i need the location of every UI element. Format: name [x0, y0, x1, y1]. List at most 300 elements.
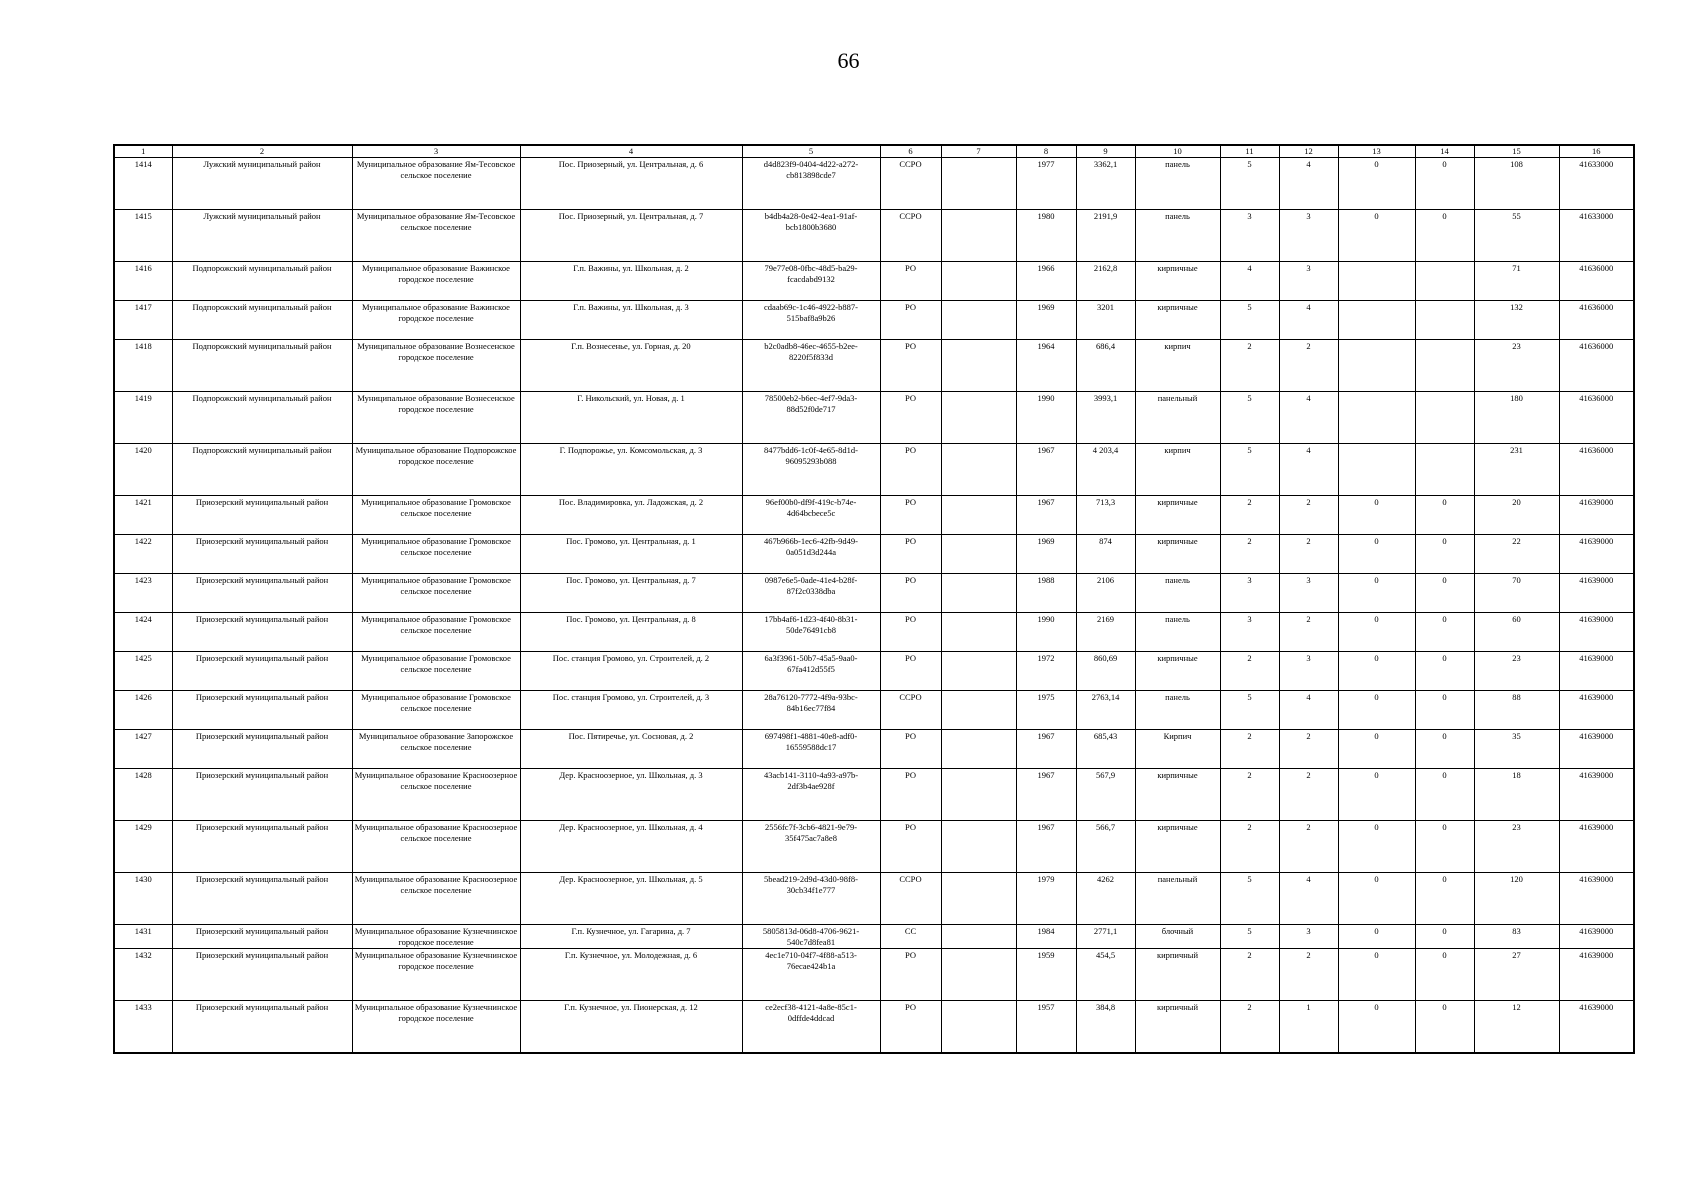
table-cell: 1416: [114, 262, 172, 301]
table-cell: Приозерский муниципальный район: [172, 691, 352, 730]
table-cell: 1966: [1016, 262, 1076, 301]
table-cell: Пос. Громово, ул. Центральная, д. 8: [520, 613, 742, 652]
table-cell: 454,5: [1076, 949, 1135, 1001]
table-cell: РО: [880, 613, 941, 652]
table-cell: 0: [1415, 925, 1474, 949]
table-cell: 41633000: [1559, 158, 1634, 210]
table-cell: [1338, 340, 1415, 392]
table-cell: 686,4: [1076, 340, 1135, 392]
table-cell: 567,9: [1076, 769, 1135, 821]
table-cell: 5: [1220, 444, 1279, 496]
table-row: [114, 301, 1634, 340]
table-cell: 1414: [114, 158, 172, 210]
table-cell: кирпичные: [1135, 301, 1220, 340]
table-cell: Подпорожский муниципальный район: [172, 444, 352, 496]
column-header: 8: [1016, 145, 1076, 158]
table-cell: 0987e6e5-0ade-41e4-b28f-87f2c0338dba: [742, 574, 880, 613]
table-cell: [1415, 340, 1474, 392]
table-cell: Муниципальное образование Громовское сельское поселение: [352, 613, 520, 652]
table-cell: 2: [1279, 821, 1338, 873]
table-cell: 5: [1220, 392, 1279, 444]
table-cell: 0: [1415, 210, 1474, 262]
table-cell: 1972: [1016, 652, 1076, 691]
table-cell: 0: [1338, 652, 1415, 691]
table-cell: 2: [1220, 340, 1279, 392]
table-cell: 2: [1279, 769, 1338, 821]
table-cell: Лужский муниципальный район: [172, 210, 352, 262]
table-cell: 713,3: [1076, 496, 1135, 535]
table-cell: Приозерский муниципальный район: [172, 873, 352, 925]
table-cell: Лужский муниципальный район: [172, 158, 352, 210]
table-cell: 1967: [1016, 496, 1076, 535]
column-header: 1: [114, 145, 172, 158]
table-cell: Дер. Красноозерное, ул. Школьная, д. 5: [520, 873, 742, 925]
table-cell: 0: [1415, 652, 1474, 691]
table-cell: 4: [1279, 444, 1338, 496]
table-cell: Муниципальное образование Важинское городское поселение: [352, 262, 520, 301]
column-header: 15: [1474, 145, 1559, 158]
table-cell: [941, 340, 1016, 392]
table-cell: панель: [1135, 158, 1220, 210]
column-header: 4: [520, 145, 742, 158]
table-cell: Приозерский муниципальный район: [172, 613, 352, 652]
table-cell: 5: [1220, 925, 1279, 949]
table-cell: 1977: [1016, 158, 1076, 210]
table-cell: 1967: [1016, 769, 1076, 821]
table-cell: 71: [1474, 262, 1559, 301]
page-number: 66: [837, 48, 860, 73]
table-row: [114, 158, 1634, 210]
table-cell: ССРО: [880, 691, 941, 730]
table-cell: [941, 821, 1016, 873]
table-cell: Подпорожский муниципальный район: [172, 262, 352, 301]
table-cell: Пос. Владимировка, ул. Ладожская, д. 2: [520, 496, 742, 535]
table-cell: Г.п. Кузнечное, ул. Гагарина, д. 7: [520, 925, 742, 949]
table-cell: 1967: [1016, 444, 1076, 496]
table-cell: 41636000: [1559, 262, 1634, 301]
table-cell: 1964: [1016, 340, 1076, 392]
table-cell: [1338, 301, 1415, 340]
table-cell: 0: [1415, 158, 1474, 210]
table-cell: 5: [1220, 301, 1279, 340]
table-cell: 2556fc7f-3cb6-4821-9e79-35f475ac7a8e8: [742, 821, 880, 873]
table-cell: [1338, 444, 1415, 496]
table-cell: 0: [1415, 574, 1474, 613]
table-row: [114, 691, 1634, 730]
table-cell: 2: [1279, 535, 1338, 574]
table-cell: 2: [1220, 769, 1279, 821]
column-header: 3: [352, 145, 520, 158]
table-cell: 23: [1474, 821, 1559, 873]
table-cell: Подпорожский муниципальный район: [172, 392, 352, 444]
table-cell: 3993,1: [1076, 392, 1135, 444]
table-cell: панель: [1135, 613, 1220, 652]
table-cell: 4: [1279, 158, 1338, 210]
table-cell: 1990: [1016, 392, 1076, 444]
table-cell: 1421: [114, 496, 172, 535]
table-row: [114, 340, 1634, 392]
table-cell: 1433: [114, 1001, 172, 1053]
table-cell: кирпичные: [1135, 652, 1220, 691]
table-cell: 22: [1474, 535, 1559, 574]
table-cell: 2162,8: [1076, 262, 1135, 301]
table-cell: панель: [1135, 691, 1220, 730]
table-cell: Приозерский муниципальный район: [172, 496, 352, 535]
table-row: [114, 821, 1634, 873]
table-cell: 860,69: [1076, 652, 1135, 691]
table-cell: Муниципальное образование Громовское сельское поселение: [352, 496, 520, 535]
table-cell: 1424: [114, 613, 172, 652]
table-cell: 0: [1338, 730, 1415, 769]
table-cell: 8477bdd6-1c0f-4e65-8d1d-96095293b088: [742, 444, 880, 496]
table-cell: 2: [1279, 730, 1338, 769]
table-cell: Муниципальное образование Красноозерное сельское поселение: [352, 821, 520, 873]
table-cell: 2: [1220, 652, 1279, 691]
column-header: 13: [1338, 145, 1415, 158]
table-row: [114, 392, 1634, 444]
table-cell: Муниципальное образование Громовское сельское поселение: [352, 691, 520, 730]
table-cell: [1338, 262, 1415, 301]
table-cell: 231: [1474, 444, 1559, 496]
table-cell: Приозерский муниципальный район: [172, 925, 352, 949]
table-cell: [941, 925, 1016, 949]
table-cell: 41639000: [1559, 1001, 1634, 1053]
table-cell: [941, 691, 1016, 730]
table-cell: 1426: [114, 691, 172, 730]
table-cell: 0: [1415, 535, 1474, 574]
table-cell: 2771,1: [1076, 925, 1135, 949]
table-cell: 6a3f3961-50b7-45a5-9aa0-67fa412d55f5: [742, 652, 880, 691]
table-cell: 0: [1415, 1001, 1474, 1053]
table-cell: 1415: [114, 210, 172, 262]
table-cell: 2169: [1076, 613, 1135, 652]
table-cell: 1975: [1016, 691, 1076, 730]
table-cell: 2: [1220, 821, 1279, 873]
table-cell: Муниципальное образование Кузнечнинское городское поселение: [352, 949, 520, 1001]
table-cell: b2c0adb8-46ec-4655-b2ee-8220f5f833d: [742, 340, 880, 392]
table-cell: [941, 444, 1016, 496]
table-cell: РО: [880, 496, 941, 535]
column-header: 6: [880, 145, 941, 158]
table-cell: 685,43: [1076, 730, 1135, 769]
table-cell: Муниципальное образование Кузнечнинское городское поселение: [352, 1001, 520, 1053]
table-cell: Приозерский муниципальный район: [172, 1001, 352, 1053]
table-cell: РО: [880, 730, 941, 769]
table-cell: Муниципальное образование Громовское сельское поселение: [352, 535, 520, 574]
table-cell: 0: [1338, 691, 1415, 730]
table-cell: Подпорожский муниципальный район: [172, 301, 352, 340]
table-cell: Муниципальное образование Кузнечнинское городское поселение: [352, 925, 520, 949]
table-cell: 4: [1279, 691, 1338, 730]
table-cell: Г.п. Важины, ул. Школьная, д. 2: [520, 262, 742, 301]
table-cell: 0: [1338, 821, 1415, 873]
table-cell: Муниципальное образование Ям-Тесовское сельское поселение: [352, 210, 520, 262]
table-cell: 1431: [114, 925, 172, 949]
table-cell: Муниципальное образование Вознесенское городское поселение: [352, 340, 520, 392]
table-row: [114, 925, 1634, 949]
table-cell: 2763,14: [1076, 691, 1135, 730]
table-cell: СС: [880, 925, 941, 949]
table-cell: 1419: [114, 392, 172, 444]
table-cell: ССРО: [880, 158, 941, 210]
table-cell: 23: [1474, 340, 1559, 392]
table-cell: РО: [880, 262, 941, 301]
table-cell: 1422: [114, 535, 172, 574]
table-cell: Подпорожский муниципальный район: [172, 340, 352, 392]
table-cell: [1415, 392, 1474, 444]
table-cell: Приозерский муниципальный район: [172, 652, 352, 691]
table-cell: [941, 574, 1016, 613]
table-cell: 5: [1220, 873, 1279, 925]
table-cell: Муниципальное образование Подпорожское городское поселение: [352, 444, 520, 496]
table-cell: 1428: [114, 769, 172, 821]
table-cell: 41639000: [1559, 873, 1634, 925]
table-cell: [941, 535, 1016, 574]
table-cell: 0: [1338, 158, 1415, 210]
table-cell: 0: [1338, 949, 1415, 1001]
table-cell: Кирпич: [1135, 730, 1220, 769]
table-row: [114, 949, 1634, 1001]
table-cell: 4 203,4: [1076, 444, 1135, 496]
table-cell: 5: [1220, 691, 1279, 730]
table-cell: 0: [1415, 769, 1474, 821]
table-cell: 1979: [1016, 873, 1076, 925]
column-header: 12: [1279, 145, 1338, 158]
table-cell: 120: [1474, 873, 1559, 925]
table-cell: 1967: [1016, 821, 1076, 873]
table-cell: 1959: [1016, 949, 1076, 1001]
table-cell: 0: [1415, 691, 1474, 730]
table-cell: 28a76120-7772-4f9a-93bc-84b16ec77f84: [742, 691, 880, 730]
table-cell: [941, 392, 1016, 444]
table-cell: [1338, 392, 1415, 444]
table-cell: Приозерский муниципальный район: [172, 949, 352, 1001]
table-cell: 2: [1220, 730, 1279, 769]
table-cell: 1957: [1016, 1001, 1076, 1053]
table-cell: 78500eb2-b6ec-4ef7-9da3-88d52f0de717: [742, 392, 880, 444]
table-cell: Муниципальное образование Громовское сельское поселение: [352, 652, 520, 691]
table-cell: 0: [1415, 949, 1474, 1001]
table-cell: панель: [1135, 210, 1220, 262]
table-header: [114, 145, 1634, 158]
table-cell: 1: [1279, 1001, 1338, 1053]
table-cell: 41639000: [1559, 925, 1634, 949]
table-cell: Пос. Приозерный, ул. Центральная, д. 7: [520, 210, 742, 262]
table-cell: Пос. Приозерный, ул. Центральная, д. 6: [520, 158, 742, 210]
table-cell: 12: [1474, 1001, 1559, 1053]
table-cell: 41636000: [1559, 392, 1634, 444]
table-cell: 0: [1338, 925, 1415, 949]
table-cell: 55: [1474, 210, 1559, 262]
table-cell: 1967: [1016, 730, 1076, 769]
table-cell: 27: [1474, 949, 1559, 1001]
table-cell: Пос. Громово, ул. Центральная, д. 1: [520, 535, 742, 574]
housing-registry-table: [113, 144, 1635, 1054]
table-cell: 3: [1220, 210, 1279, 262]
table-cell: 1423: [114, 574, 172, 613]
table-cell: панельный: [1135, 873, 1220, 925]
table-cell: 5: [1220, 158, 1279, 210]
table-cell: 2: [1220, 535, 1279, 574]
table-cell: 41633000: [1559, 210, 1634, 262]
table-cell: 41639000: [1559, 574, 1634, 613]
table-cell: 3: [1279, 652, 1338, 691]
table-row: [114, 574, 1634, 613]
table-cell: блочный: [1135, 925, 1220, 949]
table-cell: [941, 496, 1016, 535]
table-cell: 4: [1279, 392, 1338, 444]
table-cell: [941, 1001, 1016, 1053]
table-cell: кирпичный: [1135, 1001, 1220, 1053]
table-cell: Дер. Красноозерное, ул. Школьная, д. 4: [520, 821, 742, 873]
table-cell: 1432: [114, 949, 172, 1001]
table-cell: 2191,9: [1076, 210, 1135, 262]
table-cell: кирпич: [1135, 444, 1220, 496]
table-cell: 35: [1474, 730, 1559, 769]
table-cell: [941, 210, 1016, 262]
table-cell: Пос. станция Громово, ул. Строителей, д. 2: [520, 652, 742, 691]
table-cell: 0: [1338, 1001, 1415, 1053]
table-cell: [941, 730, 1016, 769]
table-cell: 566,7: [1076, 821, 1135, 873]
table-cell: 1990: [1016, 613, 1076, 652]
table-cell: 180: [1474, 392, 1559, 444]
table-cell: 1980: [1016, 210, 1076, 262]
table-cell: РО: [880, 340, 941, 392]
column-header: 16: [1559, 145, 1634, 158]
column-header: 10: [1135, 145, 1220, 158]
table-body: [114, 158, 1634, 1053]
table-cell: [1415, 444, 1474, 496]
table-cell: 3201: [1076, 301, 1135, 340]
table-cell: 874: [1076, 535, 1135, 574]
table-cell: 2: [1279, 949, 1338, 1001]
table-cell: кирпичные: [1135, 769, 1220, 821]
table-cell: [941, 769, 1016, 821]
table-cell: РО: [880, 652, 941, 691]
table-cell: 1984: [1016, 925, 1076, 949]
table-cell: 41639000: [1559, 652, 1634, 691]
table-cell: 41636000: [1559, 340, 1634, 392]
table-cell: 3: [1279, 262, 1338, 301]
table-cell: [941, 262, 1016, 301]
table-cell: ССРО: [880, 210, 941, 262]
table-cell: Г. Никольский, ул. Новая, д. 1: [520, 392, 742, 444]
table-cell: 467b966b-1ec6-42fb-9d49-0a051d3d244a: [742, 535, 880, 574]
table-cell: 384,8: [1076, 1001, 1135, 1053]
table-cell: 2: [1220, 1001, 1279, 1053]
table-cell: 1418: [114, 340, 172, 392]
column-header: 2: [172, 145, 352, 158]
table-cell: Г.п. Кузнечное, ул. Молодежная, д. 6: [520, 949, 742, 1001]
table-cell: Муниципальное образование Вознесенское городское поселение: [352, 392, 520, 444]
table-cell: 23: [1474, 652, 1559, 691]
table-cell: 60: [1474, 613, 1559, 652]
table-cell: 4: [1279, 301, 1338, 340]
table-cell: 108: [1474, 158, 1559, 210]
table-cell: 41639000: [1559, 496, 1634, 535]
table-cell: 3: [1220, 613, 1279, 652]
table-cell: 18: [1474, 769, 1559, 821]
table-cell: 2106: [1076, 574, 1135, 613]
table-cell: 2: [1220, 949, 1279, 1001]
table-cell: панель: [1135, 574, 1220, 613]
table-cell: Приозерский муниципальный район: [172, 535, 352, 574]
column-header: 7: [941, 145, 1016, 158]
table-cell: 41639000: [1559, 769, 1634, 821]
table-cell: [941, 652, 1016, 691]
table-cell: 41639000: [1559, 613, 1634, 652]
table-cell: 1969: [1016, 301, 1076, 340]
table-cell: 83: [1474, 925, 1559, 949]
table-cell: РО: [880, 769, 941, 821]
column-header: 9: [1076, 145, 1135, 158]
table-cell: РО: [880, 392, 941, 444]
table-cell: 4: [1279, 873, 1338, 925]
table-cell: 0: [1415, 821, 1474, 873]
table-cell: Приозерский муниципальный район: [172, 730, 352, 769]
table-cell: [941, 949, 1016, 1001]
table-cell: 4ec1e710-04f7-4f88-a513-76ecae424b1a: [742, 949, 880, 1001]
table-cell: Муниципальное образование Громовское сельское поселение: [352, 574, 520, 613]
column-header: 5: [742, 145, 880, 158]
table-cell: Приозерский муниципальный район: [172, 574, 352, 613]
table-cell: Г.п. Вознесенье, ул. Горная, д. 20: [520, 340, 742, 392]
table-cell: кирпичный: [1135, 949, 1220, 1001]
table-cell: Пос. Громово, ул. Центральная, д. 7: [520, 574, 742, 613]
table-cell: 0: [1338, 210, 1415, 262]
table-cell: 79e77e08-0fbc-48d5-ba29-fcacdabd9132: [742, 262, 880, 301]
table-cell: РО: [880, 949, 941, 1001]
table-row: [114, 769, 1634, 821]
table-cell: 1417: [114, 301, 172, 340]
table-cell: ССРО: [880, 873, 941, 925]
table-cell: 41636000: [1559, 301, 1634, 340]
table-cell: 1430: [114, 873, 172, 925]
table-cell: [1415, 262, 1474, 301]
table-cell: 0: [1338, 535, 1415, 574]
table-cell: 41639000: [1559, 730, 1634, 769]
table-cell: 5bead219-2d9d-43d0-98f8-30cb34f1e777: [742, 873, 880, 925]
table-row: [114, 535, 1634, 574]
table-cell: 1429: [114, 821, 172, 873]
table-cell: 41639000: [1559, 949, 1634, 1001]
table-cell: Пос. станция Громово, ул. Строителей, д. 3: [520, 691, 742, 730]
table-cell: 88: [1474, 691, 1559, 730]
table-cell: кирпичные: [1135, 496, 1220, 535]
table-cell: 41639000: [1559, 821, 1634, 873]
table-cell: 0: [1415, 496, 1474, 535]
table-cell: РО: [880, 1001, 941, 1053]
table-cell: 1988: [1016, 574, 1076, 613]
table-cell: Дер. Красноозерное, ул. Школьная, д. 3: [520, 769, 742, 821]
table-cell: РО: [880, 535, 941, 574]
table-cell: 96ef00b0-df9f-419c-b74e-4d64bcbece5c: [742, 496, 880, 535]
table-cell: cdaab69c-1c46-4922-b887-515baf8a9b26: [742, 301, 880, 340]
table-cell: РО: [880, 301, 941, 340]
table-cell: 0: [1415, 730, 1474, 769]
table-cell: b4db4a28-0e42-4ea1-91af-bcb1800b3680: [742, 210, 880, 262]
table-cell: 3: [1279, 210, 1338, 262]
table-cell: 0: [1415, 873, 1474, 925]
table-cell: [941, 301, 1016, 340]
table-cell: 5805813d-06d8-4706-9621-540c7d8fea81: [742, 925, 880, 949]
table-cell: РО: [880, 821, 941, 873]
table-cell: Пос. Пятиречье, ул. Сосновая, д. 2: [520, 730, 742, 769]
table-cell: РО: [880, 574, 941, 613]
table-cell: [941, 873, 1016, 925]
table-cell: 0: [1338, 574, 1415, 613]
